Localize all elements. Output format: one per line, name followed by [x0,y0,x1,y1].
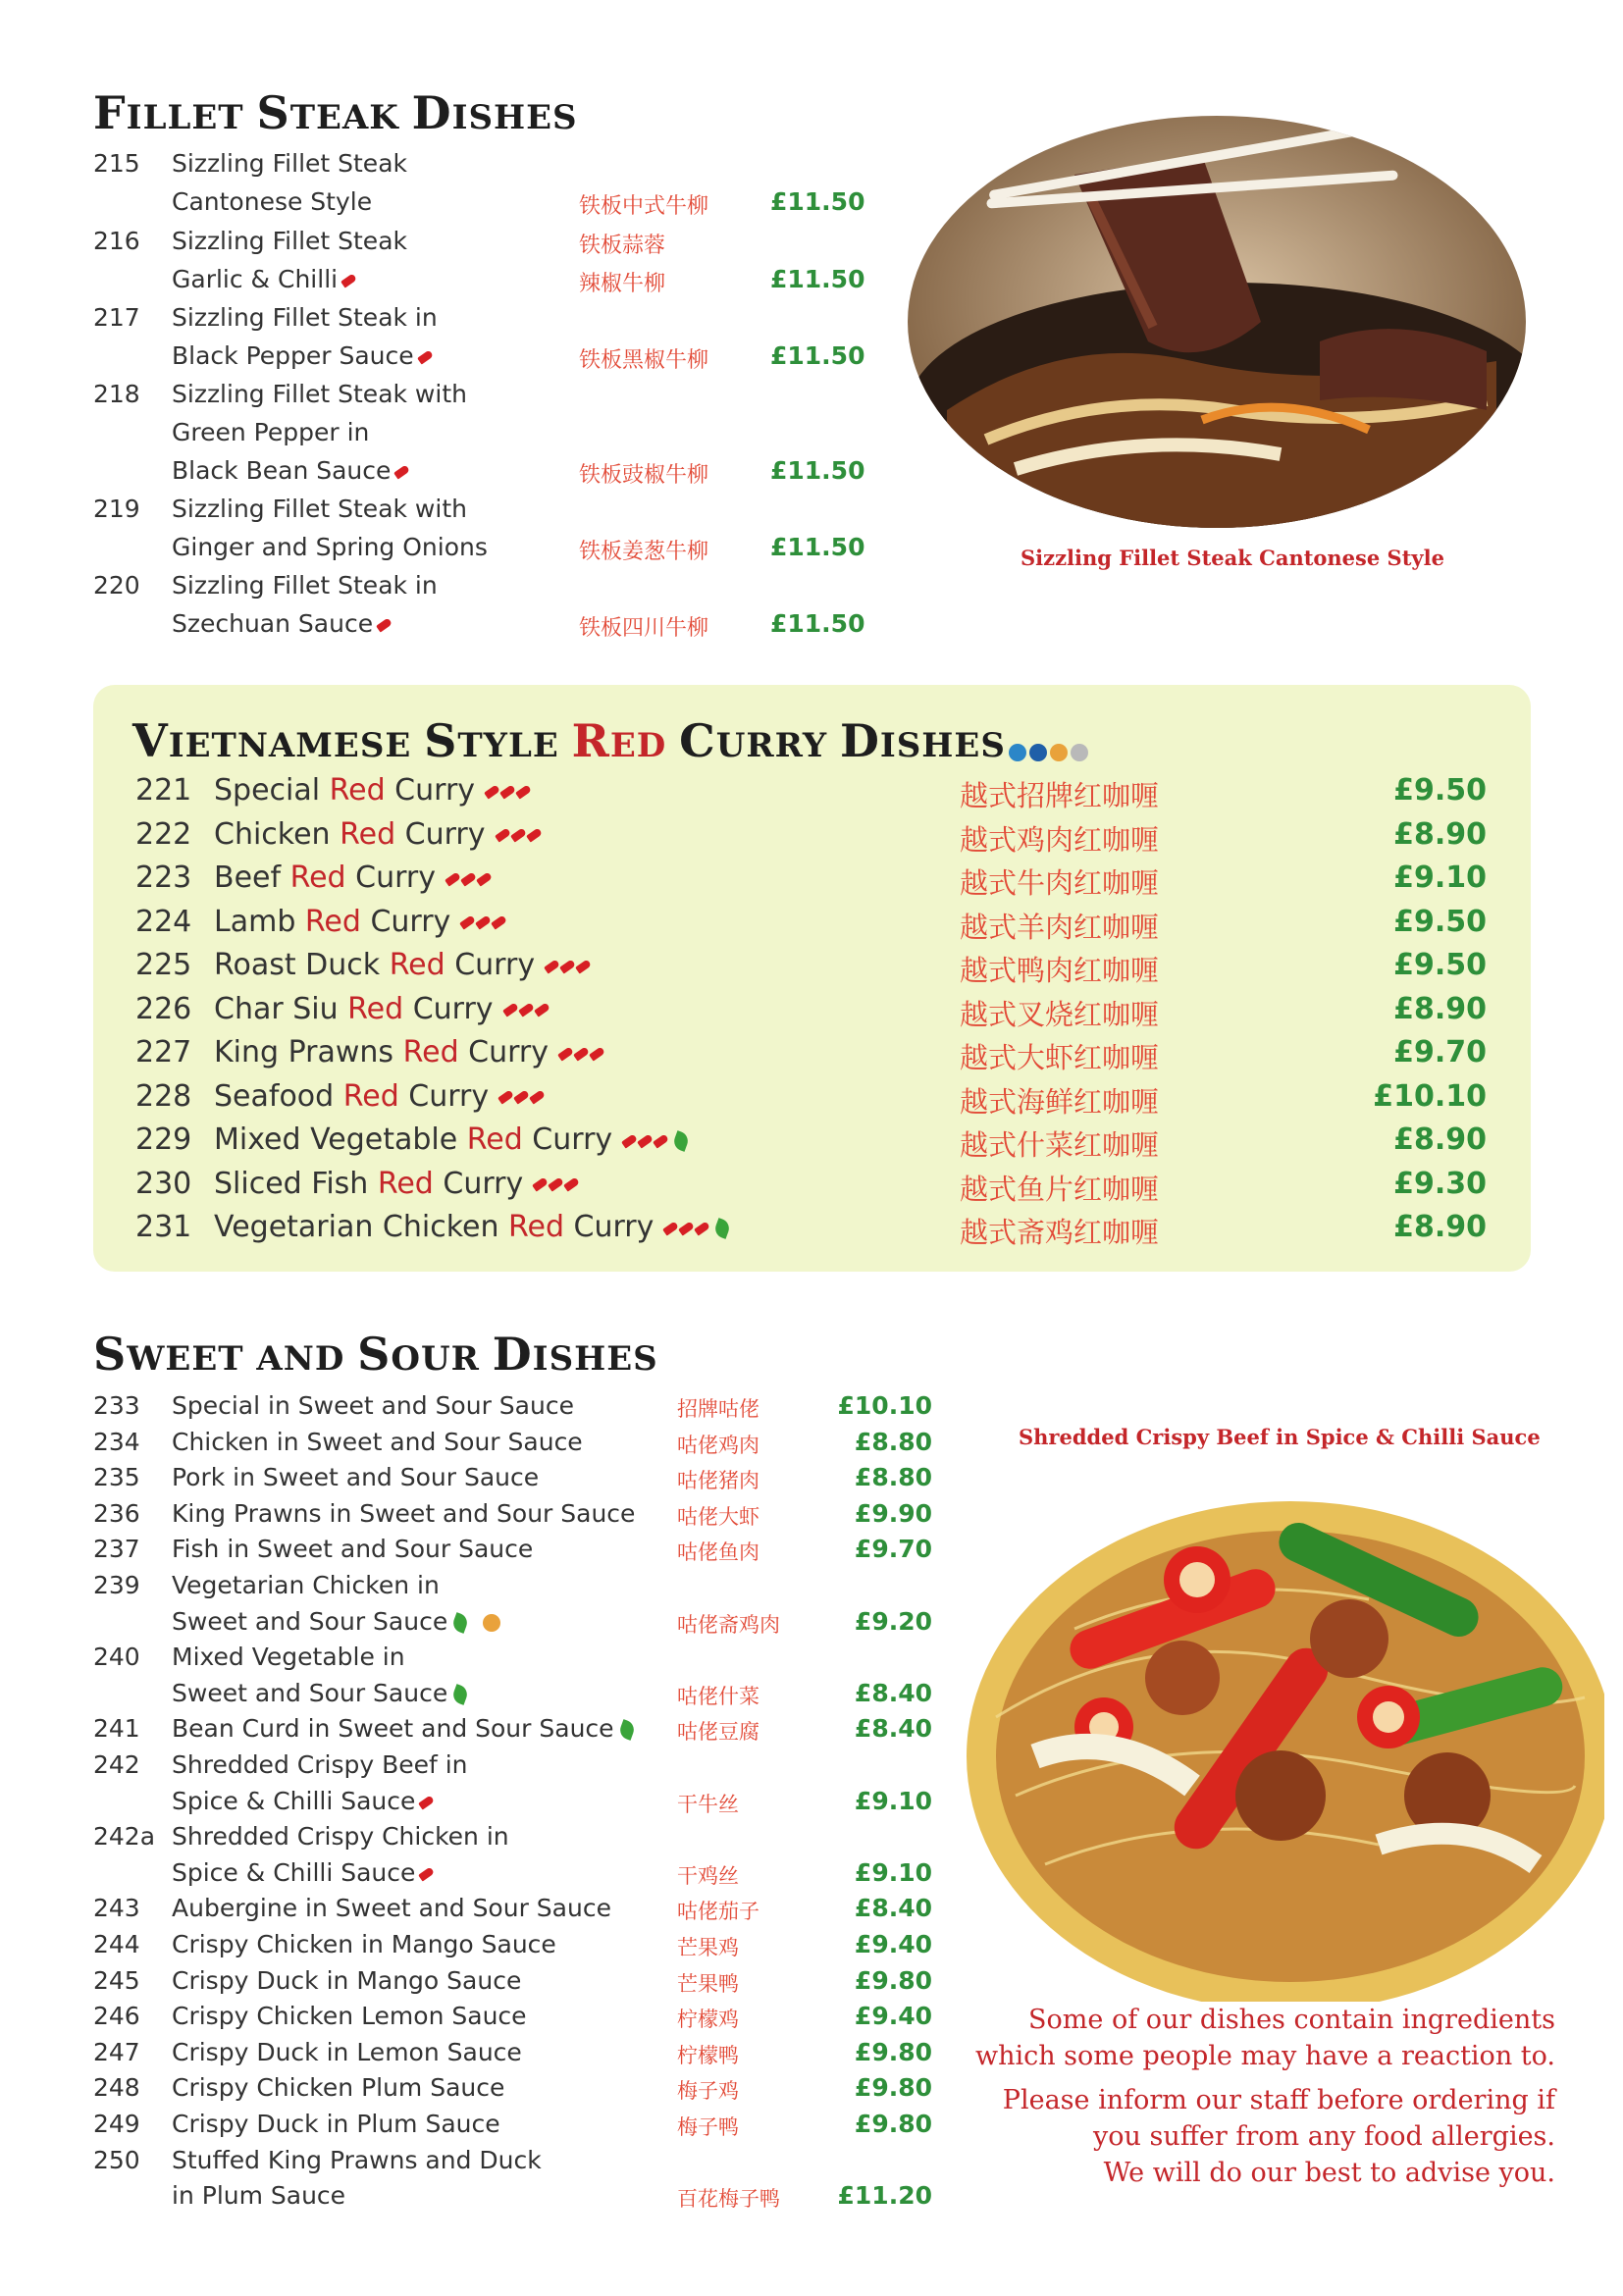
item-number: 241 [93,1714,140,1744]
chilli-icon [491,914,507,929]
item-name-part: Seafood [214,1078,343,1114]
item-number: 216 [93,227,140,255]
item-name [172,1787,434,1815]
fillet-steak-photo [908,116,1526,528]
item-number: 239 [93,1571,140,1599]
fillet-section-title: FILLET STEAK DISHES [93,86,578,139]
item-price: £9.10 [854,1857,932,1887]
item-name-red-part: Red [347,991,404,1026]
item-number: 246 [93,2002,140,2031]
item-name-part: Beef [214,861,290,895]
crispy-beef-photo [957,1472,1604,2002]
item-name: Ginger and Spring Onions [172,533,488,561]
item-name-red-part: Red [304,904,361,939]
item-name-red-part: Red [289,861,346,895]
item-name-text: Chicken in Sweet and Sour Sauce [172,1427,583,1456]
item-price: £9.30 [1393,1166,1487,1201]
item-name-red-part: Red [508,1210,564,1244]
item-chinese: 越式羊肉红咖喱 [960,910,1160,944]
item-name-part: Vegetarian Chicken [214,1210,508,1244]
item-name-part: Chicken [214,816,340,852]
item-chinese: 越式招牌红咖喱 [960,779,1160,812]
item-name: Sizzling Fillet Steak [172,227,407,255]
item-number: 224 [135,904,192,939]
chilli-icon [589,1046,605,1061]
item-name [172,1643,405,1671]
item-name-text: Vegetarian Chicken in [172,1571,440,1599]
chilli-icon [418,1866,435,1881]
beef-photo-caption: Shredded Crispy Beef in Spice & Chilli Sauce [1019,1425,1541,1449]
item-name-text: King Prawns in Sweet and Sour Sauce [172,1498,636,1528]
item-name-text: Sweet and Sour Sauce [172,1678,448,1707]
item-chinese: 越式鱼片红咖喱 [960,1172,1160,1206]
item-name-hot: Black Pepper Sauce [172,341,433,370]
item-chinese: 越式斋鸡红咖喱 [960,1216,1160,1249]
item-name [214,1122,688,1157]
item-name-hot: Black Bean Sauce [172,456,409,485]
item-price: £9.70 [854,1535,932,1564]
item-name [172,1858,434,1887]
item-name-text: Crispy Chicken Plum Sauce [172,2073,505,2103]
item-name-part: King Prawns [214,1035,403,1070]
item-chinese: 辣椒牛柳 [579,272,666,296]
chilli-icon [575,959,592,973]
item-name-part: Curry [445,948,536,982]
item-chinese: 铁板四川牛柳 [579,616,709,641]
item-chinese: 咕佬豆腐 [677,1720,759,1745]
chilli-icon [475,914,492,929]
item-name [214,1167,579,1201]
item-number: 249 [93,2110,140,2138]
item-name [214,992,550,1026]
item-name-part: Curry [403,991,494,1026]
item-name [172,1679,467,1707]
item-name: Sizzling Fillet Steak with [172,380,467,408]
chilli-icon [497,1089,514,1104]
item-name-red-part: Red [389,948,445,982]
item-name-text: Shredded Crispy Chicken in [172,1822,509,1852]
chilli-icon [662,1221,679,1235]
item-name-part: Curry [564,1210,654,1244]
item-number: 220 [93,571,140,600]
chilli-icon [621,1133,638,1148]
item-price: £9.80 [854,2073,932,2103]
item-name [214,1035,604,1070]
item-name [172,2038,522,2066]
item-name-hot: Szechuan Sauce [172,609,392,638]
crispy-beef-illustration [957,1472,1604,2002]
chilli-icon [563,1176,580,1191]
item-name-part: Curry [385,773,476,808]
item-price: £9.10 [1393,861,1487,895]
item-name: Sizzling Fillet Steak in [172,571,438,600]
chilli-icon [495,827,511,842]
item-chinese: 铁板蒜蓉 [579,234,666,258]
item-name-red-part: Red [466,1122,523,1157]
item-price: £8.40 [854,1678,932,1707]
item-chinese: 越式大虾红咖喱 [960,1041,1160,1074]
item-price: £10.10 [837,1391,932,1420]
item-number: 250 [93,2145,140,2174]
item-number: 221 [135,773,192,808]
chilli-icon [532,1176,549,1191]
item-name-text: Mixed Vegetable in [172,1643,405,1672]
item-name: Sizzling Fillet Steak [172,149,407,178]
item-name-part: Roast Duck [214,948,390,982]
item-name-text: Crispy Chicken in Mango Sauce [172,1930,556,1958]
chilli-icon [459,914,476,929]
item-name-part: Char Siu [214,991,348,1026]
item-name [214,861,492,895]
item-name [214,1079,545,1114]
item-price: £11.50 [770,187,865,216]
item-chinese: 芒果鸭 [677,1971,739,1996]
item-price: £8.90 [1393,1122,1487,1157]
item-name [172,1966,521,1995]
item-name-text: Bean Curd in Sweet and Sour Sauce [172,1714,614,1744]
item-number: 230 [135,1166,192,1201]
item-chinese: 越式叉烧红咖喱 [960,997,1160,1031]
item-number: 228 [135,1078,192,1114]
item-price: £9.20 [854,1606,932,1636]
item-name [214,773,531,808]
item-name-red-part: Red [377,1166,434,1201]
item-number: 219 [93,495,140,523]
chilli-icon [502,1002,519,1017]
item-price: £11.50 [770,341,865,370]
allergen-dot-icon [483,1614,500,1632]
item-chinese: 铁板黑椒牛柳 [579,348,709,373]
item-price: £9.80 [854,1965,932,1995]
item-name-text: Crispy Chicken Lemon Sauce [172,2002,527,2031]
item-name-red-part: Red [340,816,396,852]
item-chinese: 铁板中式牛柳 [579,194,709,219]
item-price: £9.80 [854,2110,932,2138]
item-chinese: 芒果鸡 [677,1936,739,1959]
item-chinese: 咕佬猪肉 [677,1469,759,1493]
item-name-part: Curry [395,816,486,852]
item-chinese: 咕佬茄子 [677,1900,759,1924]
allergy-line: Some of our dishes contain ingredients [1028,2005,1555,2035]
item-name [214,905,506,939]
item-name [172,1894,611,1922]
sweetsour-section-title: SWEET AND SOUR DISHES [93,1328,658,1381]
allergy-line: you suffer from any food allergies. [1093,2121,1555,2152]
item-chinese: 招牌咕佬 [677,1397,759,1421]
chilli-icon [340,273,357,287]
chilli-icon [518,1002,535,1017]
item-price: £9.10 [854,1786,932,1815]
item-chinese: 百花梅子鸭 [677,2187,780,2212]
leaf-icon [451,1612,470,1634]
item-number: 245 [93,1965,140,1995]
item-price: £8.90 [1393,816,1487,852]
chilli-icon [637,1133,654,1148]
chilli-icon [515,784,532,799]
item-chinese: 咕佬鱼肉 [677,1540,759,1565]
item-number: 234 [93,1427,140,1456]
item-number: 222 [135,816,192,852]
item-chinese: 越式牛肉红咖喱 [960,866,1160,900]
item-name [214,948,591,982]
item-price: £9.40 [854,2002,932,2031]
item-number: 237 [93,1535,140,1564]
item-chinese: 梅子鸭 [677,2115,739,2139]
item-price: £11.50 [770,265,865,293]
item-price: £8.40 [854,1714,932,1744]
item-name [172,1822,509,1851]
item-number: 242 [93,1750,140,1779]
item-name-part: Curry [458,1035,550,1070]
item-chinese: 铁板豉椒牛柳 [579,463,709,488]
item-name-text: Special in Sweet and Sour Sauce [172,1391,574,1420]
item-chinese: 咕佬斋鸡肉 [677,1612,780,1637]
item-number: 247 [93,2037,140,2066]
item-name: Sizzling Fillet Steak in [172,303,438,332]
item-name-text: Stuffed King Prawns and Duck [172,2145,542,2174]
item-price: £10.10 [1373,1078,1487,1114]
item-name [172,1391,574,1420]
item-name-text: Crispy Duck in Plum Sauce [172,2110,500,2138]
item-chinese: 干鸡丝 [677,1863,739,1888]
item-number: 231 [135,1210,192,1244]
item-price: £9.70 [1393,1035,1487,1070]
leaf-icon [451,1684,470,1705]
item-chinese: 咕佬大虾 [677,1504,759,1529]
item-name-text: Fish in Sweet and Sour Sauce [172,1535,534,1564]
sizzling-steak-illustration [908,116,1526,528]
chilli-icon [559,959,576,973]
item-number: 225 [135,948,192,982]
item-chinese: 梅子鸡 [677,2079,739,2104]
item-name [172,1714,634,1743]
chilli-icon [460,871,477,886]
chilli-icon [376,617,393,632]
item-name [172,2181,345,2210]
chilli-icon [418,1795,435,1809]
item-number: 217 [93,303,140,332]
item-name-part: Curry [345,861,436,895]
allergy-notice [967,2002,1555,2191]
item-number: 248 [93,2073,140,2103]
item-chinese: 铁板姜葱牛柳 [579,540,709,564]
item-chinese: 越式鸡肉红咖喱 [960,822,1160,857]
item-name-red-part: Red [329,773,386,808]
curry-section-title: VIETNAMESE STYLE RED CURRY DISHES [132,714,1088,767]
chilli-icon [544,959,560,973]
item-name-text: Pork in Sweet and Sour Sauce [172,1463,540,1492]
item-name: Cantonese Style [172,187,373,216]
item-name [172,1463,539,1491]
chilli-icon [526,827,543,842]
item-name-part: Mixed Vegetable [214,1122,467,1157]
item-number: 218 [93,380,140,408]
item-price: £8.80 [854,1463,932,1492]
chilli-icon [393,464,410,479]
item-name-part: Sliced Fish [214,1166,378,1201]
item-number: 227 [135,1035,192,1070]
item-chinese: 越式什菜红咖喱 [960,1128,1160,1162]
chilli-icon [678,1221,695,1235]
item-price: £8.90 [1393,1210,1487,1244]
item-chinese: 柠檬鸡 [677,2008,739,2032]
chilli-icon [445,871,461,886]
item-price: £9.50 [1393,904,1487,939]
item-name [172,1607,500,1636]
item-price: £9.90 [854,1498,932,1528]
chilli-icon [573,1046,590,1061]
item-chinese: 越式鸭肉红咖喱 [960,954,1160,987]
item-number: 240 [93,1643,140,1672]
item-name [214,817,542,852]
item-chinese: 干牛丝 [677,1792,739,1816]
item-price: £11.20 [837,2181,932,2211]
item-name-part: Curry [522,1122,613,1157]
item-price: £9.40 [854,1930,932,1958]
item-number: 233 [93,1391,140,1420]
item-number: 244 [93,1930,140,1958]
item-name [172,2073,504,2102]
chilli-icon [499,784,516,799]
item-name [172,1571,440,1599]
item-name [172,2110,500,2138]
leaf-icon [713,1218,732,1239]
chilli-icon [510,827,527,842]
allergen-dot-icon [1029,744,1047,761]
item-number: 226 [135,991,192,1026]
chilli-icon [513,1089,530,1104]
fillet-photo-caption: Sizzling Fillet Steak Cantonese Style [1021,546,1444,570]
chilli-icon [653,1133,669,1148]
item-price: £8.40 [854,1894,932,1923]
item-name-text: Sweet and Sour Sauce [172,1606,448,1636]
item-price: £9.50 [1393,773,1487,808]
item-price: £8.90 [1393,991,1487,1026]
item-name-part: Curry [398,1078,490,1114]
item-price: £9.50 [1393,948,1487,982]
item-name: Sizzling Fillet Steak with [172,495,467,523]
chilli-icon [476,871,493,886]
item-name-text: in Plum Sauce [172,2181,346,2211]
item-name [172,2002,527,2030]
item-name-text: Crispy Duck in Mango Sauce [172,1965,522,1995]
item-number: 215 [93,149,140,178]
item-name-part: Curry [360,904,451,939]
leaf-icon [672,1130,691,1152]
item-name-text: Shredded Crispy Beef in [172,1750,468,1779]
chilli-icon [694,1221,710,1235]
item-name-red-part: Red [342,1078,399,1114]
item-name-part: Curry [433,1166,524,1201]
item-name-red-part: Red [402,1035,459,1070]
item-name [172,2146,542,2174]
allergen-dot-icon [1009,744,1026,761]
chilli-icon [548,1176,564,1191]
item-price: £8.80 [854,1427,932,1456]
item-name [172,1535,533,1563]
item-name: Green Pepper in [172,418,370,446]
item-number: 242a [93,1822,156,1852]
chilli-icon [534,1002,550,1017]
item-name [172,1499,635,1528]
item-price: £9.80 [854,2037,932,2066]
item-number: 235 [93,1463,140,1492]
item-price: £11.50 [770,533,865,561]
item-name [172,1750,468,1779]
item-number: 229 [135,1122,192,1157]
allergen-dot-icon [1071,744,1088,761]
item-number: 223 [135,861,192,895]
item-name-text: Spice & Chilli Sauce [172,1857,416,1887]
item-name-part: Lamb [214,904,305,939]
item-name [214,1210,729,1244]
item-name-hot: Garlic & Chilli [172,265,356,293]
chilli-icon [529,1089,546,1104]
item-chinese: 咕佬鸡肉 [677,1433,759,1457]
allergy-line: Please inform our staff before ordering if [1002,2085,1555,2115]
item-name-text: Spice & Chilli Sauce [172,1786,416,1815]
item-price: £11.50 [770,456,865,485]
item-chinese: 柠檬鸭 [677,2043,739,2067]
item-number: 236 [93,1498,140,1528]
chilli-icon [557,1046,574,1061]
allergy-line: We will do our best to advise you. [1103,2158,1555,2188]
item-name [172,1930,556,1958]
chilli-icon [484,784,500,799]
item-chinese: 越式海鲜红咖喱 [960,1084,1160,1119]
item-number: 243 [93,1894,140,1923]
item-name-part: Special [214,773,330,808]
allergy-line: which some people may have a reaction to. [974,2041,1555,2071]
item-name-text: Crispy Duck in Lemon Sauce [172,2037,522,2066]
item-name [172,1428,583,1456]
item-name-text: Aubergine in Sweet and Sour Sauce [172,1894,611,1923]
leaf-icon [617,1720,636,1742]
item-chinese: 咕佬什菜 [677,1684,759,1708]
chilli-icon [417,349,434,364]
allergen-dot-icon [1050,744,1068,761]
item-price: £11.50 [770,609,865,638]
